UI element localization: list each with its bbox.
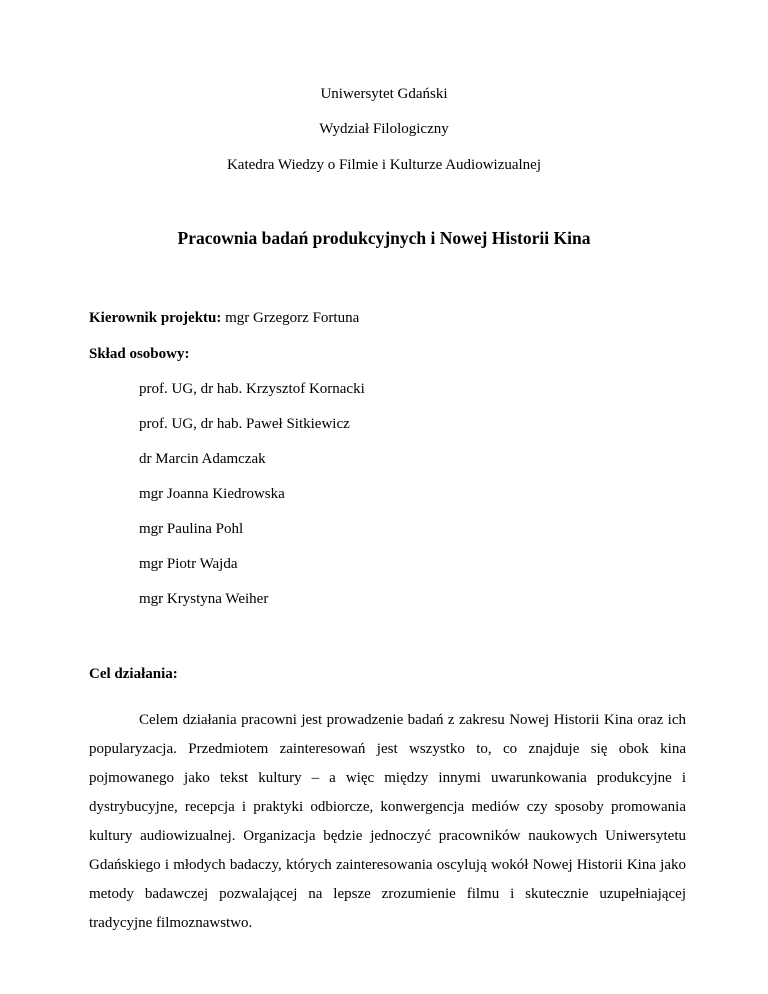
staff-label: Skład osobowy:: [89, 346, 190, 362]
project-lead-name: mgr Grzegorz Fortuna: [221, 310, 360, 326]
project-lead-label: Kierownik projektu:: [89, 310, 222, 326]
goal-label: Cel działania:: [89, 666, 178, 682]
faculty-name: Wydział Filologiczny: [319, 121, 449, 137]
staff-member: mgr Paulina Pohl: [139, 521, 244, 537]
staff-member: mgr Joanna Kiedrowska: [139, 486, 285, 502]
staff-member: prof. UG, dr hab. Krzysztof Kornacki: [139, 381, 365, 397]
goal-paragraph: Celem działania pracowni jest prowadzenie badań z zakresu Nowej Historii Kina oraz ich popularyzacja. Przedmiotem zainteresowań jest wszystko to, co znajduje się obok kina pojmowanego jako tekst kultury – a więc między innymi uwarunkowania produkcyjne i dystrybucyjne, recepcja i praktyki odbiorcze, konwergencja mediów czy sposoby promowania kultury audiowizualnej. Organizacja będzie jednoczyć pracowników naukowych Uniwersytetu Gdańskiego i młodych badaczy, których zainteresowania oscylują wokół Nowej Historii Kina jako metody badawczej pozwalającej na lepsze zrozumienie filmu i skutecznie uzupełniającej tradycyjne filmoznawstwo.: [89, 712, 686, 931]
staff-member: dr Marcin Adamczak: [139, 451, 266, 467]
staff-member: prof. UG, dr hab. Paweł Sitkiewicz: [139, 416, 350, 432]
university-name: Uniwersytet Gdański: [320, 86, 448, 102]
staff-member: mgr Piotr Wajda: [139, 556, 238, 572]
project-lead: [89, 310, 359, 327]
staff-member: mgr Krystyna Weiher: [139, 591, 269, 607]
department-name: Katedra Wiedzy o Filmie i Kulturze Audiowizualnej: [226, 157, 542, 173]
document-title: Pracownia badań produkcyjnych i Nowej Historii Kina: [177, 228, 591, 248]
